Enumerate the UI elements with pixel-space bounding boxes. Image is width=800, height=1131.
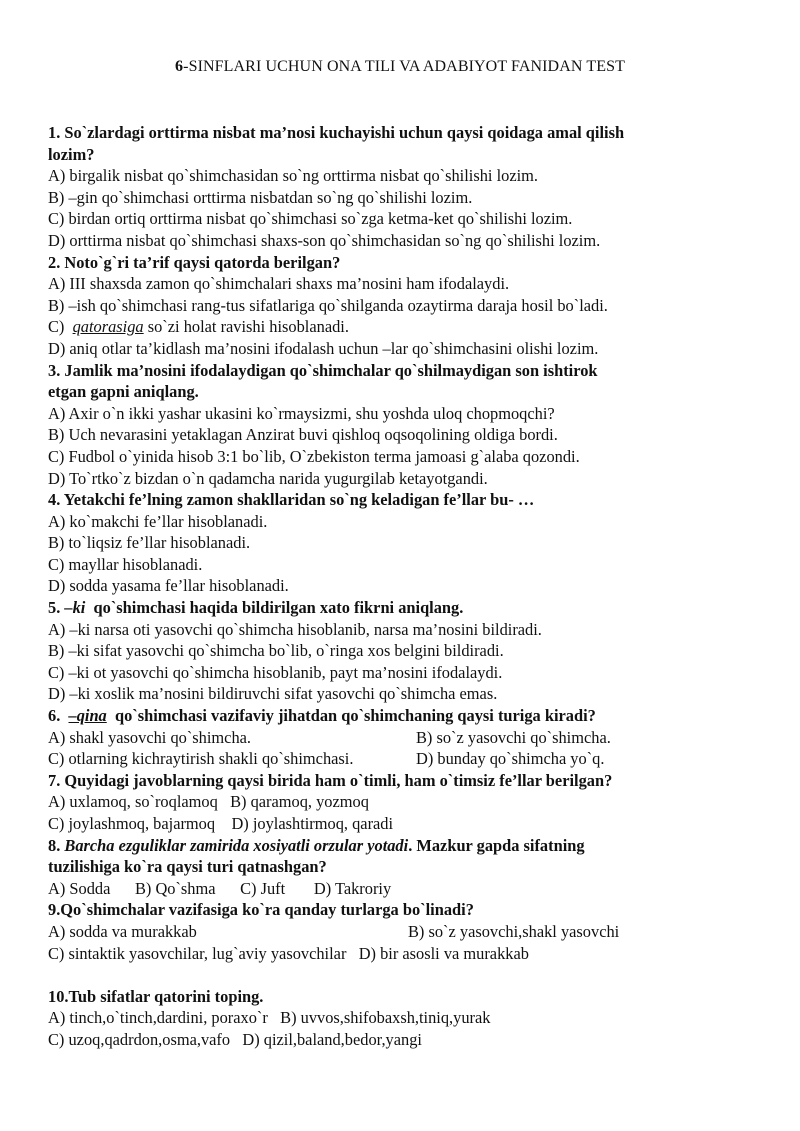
question-3-option-c: C) Fudbol o`yinida hisob 3:1 bo`lib, O`zbekiston terma jamoasi g`alaba qozondi. (48, 446, 580, 466)
question-2-option-c-word: qatorasiga (72, 317, 144, 337)
question-2-option-c-rest: so`zi holat ravishi hisoblanadi. (143, 317, 349, 337)
question-4-option-d: D) sodda yasama fe’llar hisoblanadi. (48, 576, 289, 596)
question-4-option-c: C) mayllar hisoblanadi. (48, 554, 203, 574)
question-6-option-a: A) shakl yasovchi qo`shimcha. (48, 727, 252, 747)
question-5-text (48, 597, 768, 619)
question-5 (48, 597, 768, 705)
question-9 (48, 899, 768, 964)
question-6-row-ab (48, 727, 768, 749)
question-4 (48, 489, 768, 597)
question-5-body: qo`shimchasi haqida bildirilgan xato fikrni aniqlang. (85, 598, 464, 618)
question-2-option-a: A) III shaxsda zamon qo`shimchalari shaxs ma’nosini ham ifodalaydi. (48, 274, 510, 294)
question-8-text-cont: tuzilishiga ko`ra qaysi turi qatnashgan? (48, 857, 327, 877)
question-10-options-ab: A) tinch,o`tinch,dardini, poraxo`r B) uvvos,shifobaxsh,tiniq,yurak (48, 1008, 491, 1028)
title-grade-number: 6 (175, 58, 184, 75)
question-6 (48, 705, 768, 770)
question-1-text-cont: lozim? (48, 144, 95, 164)
question-7-options-ab: A) uxlamoq, so`roqlamoq B) qaramoq, yozmoq (48, 792, 369, 812)
question-5-marker: –ki (64, 598, 86, 618)
question-9-option-c: C) sintaktik yasovchilar, lug`aviy yasovchilar (48, 943, 347, 963)
question-5-option-d: D) –ki xoslik ma’nosini bildiruvchi sifat yasovchi qo`shimcha emas. (48, 684, 498, 704)
spacer (48, 964, 768, 986)
question-9-text: 9.Qo`shimchalar vazifasiga ko`ra qanday turlarga bo`linadi? (48, 900, 474, 920)
question-3-text-cont: etgan gapni aniqlang. (48, 382, 199, 402)
question-6-text (48, 705, 768, 727)
test-content (48, 122, 768, 1051)
question-1-text: 1. So`zlardagi orttirma nisbat ma’nosi kuchayishi uchun qaysi qoidaga amal qilish (48, 123, 625, 142)
question-1 (48, 122, 768, 252)
question-8-number: 8. (48, 835, 65, 855)
question-9-option-d: D) bir asosli va murakkab (358, 943, 529, 963)
question-6-option-d: D) bunday qo`shimcha yo`q. (416, 749, 605, 769)
question-5-option-a: A) –ki narsa oti yasovchi qo`shimcha hisoblanib, narsa ma’nosini bildiradi. (48, 619, 542, 639)
question-6-body: qo`shimchasi vazifaviy jihatdan qo`shimchaning qaysi turiga kiradi? (106, 706, 596, 726)
question-1-option-b: B) –gin qo`shimchasi orttirma nisbatdan so`ng qo`shilishi lozim. (48, 187, 473, 207)
question-6-row-cd (48, 748, 768, 770)
question-2-option-d: D) aniq otlar ta’kidlash ma’nosini ifodalash uchun –lar qo`shimchasini olishi lozim. (48, 338, 599, 358)
question-5-number: 5. (48, 598, 65, 618)
question-3-option-a: A) Axir o`n ikki yashar ukasini ko`rmaysizmi, shu yoshda uloq chopmoqchi? (48, 403, 555, 423)
question-2-option-c (48, 316, 768, 338)
question-1-option-d: D) orttirma nisbat qo`shimchasi shaxs-son qo`shimchasidan so`ng qo`shilishi lozim. (48, 230, 601, 250)
title-text: -SINFLARI UCHUN ONA TILI VA ADABIYOT FANIDAN TEST (183, 58, 625, 75)
question-8-body: . Mazkur gapda sifatning (408, 835, 585, 855)
question-3-option-b: B) Uch nevarasini yetaklagan Anzirat buvi qishloq oqsoqolining oldiga bordi. (48, 425, 558, 445)
question-3-option-d: D) To`rtko`z bizdan o`n qadamcha narida yugurgilab ketayotgandi. (48, 468, 488, 488)
question-9-option-b: B) so`z yasovchi,shakl yasovchi (408, 921, 620, 941)
question-2-option-c-prefix: C) (48, 317, 73, 337)
page-title (0, 58, 800, 76)
question-6-option-b: B) so`z yasovchi qo`shimcha. (416, 727, 611, 747)
question-8 (48, 835, 768, 900)
question-2 (48, 252, 768, 360)
question-6-number: 6. (48, 706, 69, 726)
question-4-option-b: B) to`liqsiz fe’llar hisoblanadi. (48, 533, 251, 553)
question-9-row-ab (48, 921, 768, 943)
question-5-option-c: C) –ki ot yasovchi qo`shimcha hisoblanib, payt ma’nosini ifodalaydi. (48, 662, 503, 682)
question-8-sentence: Barcha ezguliklar zamirida xosiyatli orzular yotadi (64, 835, 409, 855)
question-6-option-c: C) otlarning kichraytirish shakli qo`shimchasi. (48, 749, 354, 769)
question-5-option-b: B) –ki sifat yasovchi qo`shimcha bo`lib, o`ringa xos belgini bildiradi. (48, 641, 504, 661)
question-2-option-b: B) –ish qo`shimchasi rang-tus sifatlariga qo`shilganda ozaytirma daraja hosil bo`ladi. (48, 295, 608, 315)
question-1-option-c: C) birdan ortiq orttirma nisbat qo`shimchasi so`zga ketma-ket qo`shilishi lozim. (48, 209, 573, 229)
question-8-text (48, 835, 768, 857)
question-10 (48, 986, 768, 1051)
question-6-marker: –qina (68, 706, 107, 726)
question-8-options: A) Sodda B) Qo`shma C) Juft D) Takroriy (48, 878, 392, 898)
question-7-options-cd: C) joylashmoq, bajarmoq D) joylashtirmoq, qaradi (48, 814, 394, 833)
question-7-text: 7. Quyidagi javoblarning qaysi birida ham o`timli, ham o`timsiz fe’llar berilgan? (48, 770, 613, 790)
question-9-row-cd (48, 943, 768, 965)
question-4-text: 4. Yetakchi fe’lning zamon shakllaridan so`ng keladigan fe’llar bu- … (48, 490, 535, 510)
question-4-option-a: A) ko`makchi fe’llar hisoblanadi. (48, 511, 268, 531)
question-10-text: 10.Tub sifatlar qatorini toping. (48, 986, 264, 1006)
question-3-text: 3. Jamlik ma’nosini ifodalaydigan qo`shimchalar qo`shilmaydigan son ishtirok (48, 360, 598, 380)
question-1-option-a: A) birgalik nisbat qo`shimchasidan so`ng orttirma nisbat qo`shilishi lozim. (48, 166, 538, 186)
question-7 (48, 770, 768, 835)
question-3 (48, 360, 768, 490)
question-2-text: 2. Noto`g`ri ta’rif qaysi qatorda berilgan? (48, 252, 341, 272)
question-10-options-cd: C) uzoq,qadrdon,osma,vafo D) qizil,baland,bedor,yangi (48, 1029, 422, 1049)
question-9-option-a: A) sodda va murakkab (48, 921, 197, 941)
